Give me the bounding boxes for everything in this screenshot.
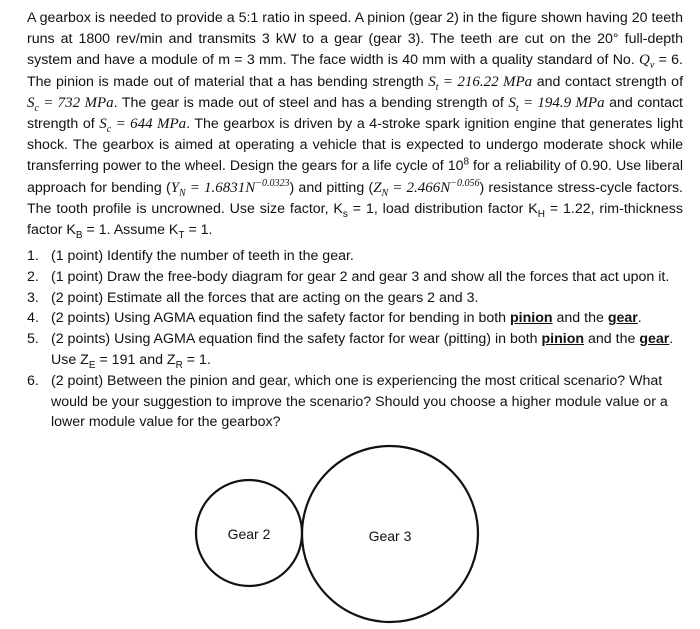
question-text: (2 points) Using AGMA equation find the safety factor for wear (pitting) in both xyxy=(51,331,542,348)
problem-text: . The gear is made out of steel and has a bending strength of xyxy=(113,94,509,111)
problem-text: ) and pitting ( xyxy=(289,179,374,196)
underlined-pinion: pinion xyxy=(510,310,553,327)
math-sc-gear: $S_c = 644$ MPa xyxy=(99,116,187,136)
math-qv: $Q_v$ xyxy=(639,52,655,72)
kb-subscript: B xyxy=(75,229,83,241)
question-text: and the xyxy=(584,331,640,348)
problem-text: = 1. Assume K xyxy=(82,222,179,239)
ze-subscript: E xyxy=(88,359,96,371)
problem-text: = 6. The pinion is made out of material that a has bending strength xyxy=(27,52,683,90)
kh-subscript: H xyxy=(537,208,545,220)
question-text: (1 point) Draw the free-body diagram for gear 2 and gear 3 and show all the forces that act upon it. xyxy=(51,268,670,285)
question-text: (1 point) Identify the number of teeth in the gear. xyxy=(51,248,354,264)
problem-text: and contact strength of xyxy=(532,73,684,90)
question-text: and the xyxy=(552,310,608,327)
gear-3-label: Gear 3 xyxy=(368,528,412,544)
question-text: (2 point) Between the pinion and gear, which one is experiencing the most critical scenario? What would be your suggestion to improve the scenario? Should you choose a higher module value or a lower module value for the gearbox? xyxy=(51,372,668,431)
question-number: 1. xyxy=(27,248,39,264)
underlined-pinion: pinion xyxy=(541,331,585,348)
zr-subscript: R xyxy=(175,359,183,371)
question-text: (2 points) Using AGMA equation find the safety factor for bending in both xyxy=(51,310,511,327)
question-text: Use Z xyxy=(51,351,89,368)
problem-text: and contact strength of xyxy=(27,94,683,133)
math-zn: $Z_N = 2.466N^{-0.056}$ xyxy=(373,177,480,199)
problem-text: . The gearbox is driven by a 4-stroke spark ignition engine that generates light shock. The gearbox is aimed at operating a vehicle that is expected to undergo moderate shock while transferring power to the wheel. Design the gears for a life cycle of 10 xyxy=(27,116,684,175)
math-st-gear: $S_t = 194.9$ MPa xyxy=(508,94,605,114)
math-yn: $Y_N = 1.6831N^{-0.0323}$ xyxy=(170,177,290,199)
ks-subscript: s xyxy=(342,208,348,220)
question-number: 4. xyxy=(27,310,39,327)
problem-text: A gearbox is needed to provide a 5:1 ratio in speed. A pinion (gear 2) in the figure shown having 20 teeth runs at 1800 rev/min and transmits 3 kW to a gear (gear 3). The teeth are cut on the 20° full-depth system and have a module of m = 3 mm. The face width is 40 mm with a quality standard of No. xyxy=(27,10,683,69)
question-text: . xyxy=(637,310,642,327)
underlined-gear: gear xyxy=(639,331,670,348)
underlined-gear: gear xyxy=(607,310,638,327)
problem-text: = 1. xyxy=(184,222,213,239)
question-number: 3. xyxy=(27,289,39,306)
problem-text: = 1.22, rim-thickness factor K xyxy=(27,200,683,239)
question-text: (2 point) Estimate all the forces that are acting on the gears 2 and 3. xyxy=(51,289,479,306)
math-sc-pinion: $S_c = 732$ MPa xyxy=(27,94,114,114)
problem-text: for a reliability of 0.90. Use liberal approach for bending ( xyxy=(27,158,683,196)
question-number: 2. xyxy=(27,268,39,285)
life-exponent: 8 xyxy=(463,156,470,168)
kt-subscript: T xyxy=(178,229,185,241)
math-st-pinion: $S_t = 216.22$ MPa xyxy=(428,73,533,93)
gear-2-label: Gear 2 xyxy=(227,526,271,542)
question-number: 5. xyxy=(27,331,39,348)
question-text: . xyxy=(669,331,674,348)
problem-text: ) resistance stress-cycle factors. The tooth profile is uncrowned. Use size factor, K xyxy=(27,179,683,217)
problem-text: = 1, load distribution factor K xyxy=(347,200,538,217)
question-number: 6. xyxy=(27,372,39,389)
question-text: = 191 and Z xyxy=(95,351,176,368)
question-text: = 1. xyxy=(182,351,211,368)
